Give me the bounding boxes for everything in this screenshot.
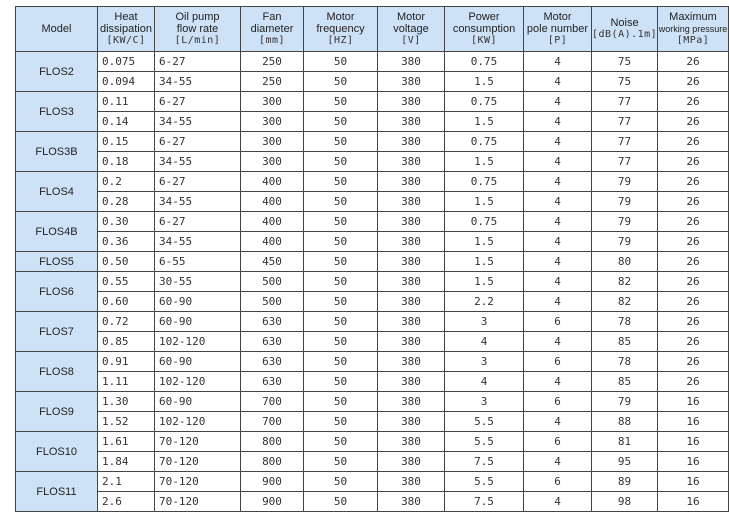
table-row bbox=[16, 472, 729, 492]
table-cell: 6-27 bbox=[155, 92, 241, 112]
table-cell: 98 bbox=[592, 492, 658, 512]
table-cell: 0.75 bbox=[445, 212, 524, 232]
table-cell: 2.6 bbox=[98, 492, 155, 512]
model-cell: FLOS5 bbox=[16, 252, 98, 272]
table-cell: 75 bbox=[592, 72, 658, 92]
table-row bbox=[16, 352, 729, 372]
table-cell: 0.50 bbox=[98, 252, 155, 272]
table-row bbox=[16, 312, 729, 332]
table-cell: 102-120 bbox=[155, 332, 241, 352]
table-cell: 78 bbox=[592, 352, 658, 372]
table-cell: 50 bbox=[304, 392, 378, 412]
table-cell: 34-55 bbox=[155, 192, 241, 212]
table-cell: 4 bbox=[524, 92, 592, 112]
table-cell: 26 bbox=[658, 212, 729, 232]
table-cell: 900 bbox=[241, 472, 304, 492]
table-cell: 70-120 bbox=[155, 472, 241, 492]
table-cell: 77 bbox=[592, 92, 658, 112]
table-cell: 5.5 bbox=[445, 472, 524, 492]
table-cell: 102-120 bbox=[155, 412, 241, 432]
table-cell: 60-90 bbox=[155, 312, 241, 332]
table-cell: 0.75 bbox=[445, 172, 524, 192]
table-cell: 0.60 bbox=[98, 292, 155, 312]
table-cell: 0.094 bbox=[98, 72, 155, 92]
table-cell: 26 bbox=[658, 352, 729, 372]
table-cell: 400 bbox=[241, 232, 304, 252]
table-row bbox=[16, 372, 729, 392]
table-row bbox=[16, 292, 729, 312]
table-cell: 82 bbox=[592, 272, 658, 292]
model-cell: FLOS2 bbox=[16, 52, 98, 92]
table-cell: 26 bbox=[658, 132, 729, 152]
table-cell: 50 bbox=[304, 472, 378, 492]
table-cell: 800 bbox=[241, 452, 304, 472]
table-cell: 6-27 bbox=[155, 172, 241, 192]
table-cell: 630 bbox=[241, 352, 304, 372]
table-row bbox=[16, 72, 729, 92]
table-cell: 50 bbox=[304, 312, 378, 332]
table-cell: 89 bbox=[592, 472, 658, 492]
table-body bbox=[16, 52, 729, 512]
table-cell: 1.5 bbox=[445, 252, 524, 272]
table-cell: 85 bbox=[592, 372, 658, 392]
table-cell: 77 bbox=[592, 112, 658, 132]
table-cell: 4 bbox=[524, 292, 592, 312]
table-cell: 60-90 bbox=[155, 352, 241, 372]
table-cell: 50 bbox=[304, 232, 378, 252]
table-cell: 50 bbox=[304, 252, 378, 272]
table-cell: 60-90 bbox=[155, 292, 241, 312]
header-noise: Noise [dB(A).1m] bbox=[592, 7, 658, 52]
table-cell: 6 bbox=[524, 352, 592, 372]
table-cell: 380 bbox=[378, 392, 445, 412]
table-cell: 380 bbox=[378, 372, 445, 392]
table-cell: 26 bbox=[658, 152, 729, 172]
table-cell: 77 bbox=[592, 132, 658, 152]
table-cell: 380 bbox=[378, 472, 445, 492]
spec-table bbox=[15, 6, 729, 512]
table-cell: 4 bbox=[524, 132, 592, 152]
table-cell: 0.11 bbox=[98, 92, 155, 112]
table-cell: 26 bbox=[658, 112, 729, 132]
table-cell: 6-27 bbox=[155, 132, 241, 152]
header-motor-frequency: Motor frequency [HZ] bbox=[304, 7, 378, 52]
table-cell: 50 bbox=[304, 172, 378, 192]
table-cell: 79 bbox=[592, 172, 658, 192]
table-cell: 50 bbox=[304, 292, 378, 312]
table-cell: 26 bbox=[658, 192, 729, 212]
model-cell: FLOS4 bbox=[16, 172, 98, 212]
table-cell: 34-55 bbox=[155, 112, 241, 132]
table-cell: 1.5 bbox=[445, 112, 524, 132]
table-cell: 800 bbox=[241, 432, 304, 452]
table-cell: 26 bbox=[658, 332, 729, 352]
table-cell: 26 bbox=[658, 292, 729, 312]
table-row bbox=[16, 232, 729, 252]
table-cell: 6 bbox=[524, 472, 592, 492]
header-fan-diameter: Fan diameter [mm] bbox=[241, 7, 304, 52]
table-cell: 50 bbox=[304, 152, 378, 172]
table-cell: 50 bbox=[304, 452, 378, 472]
table-cell: 26 bbox=[658, 312, 729, 332]
table-cell: 75 bbox=[592, 52, 658, 72]
table-cell: 80 bbox=[592, 252, 658, 272]
table-cell: 6 bbox=[524, 432, 592, 452]
table-cell: 1.5 bbox=[445, 232, 524, 252]
table-cell: 0.55 bbox=[98, 272, 155, 292]
table-cell: 1.61 bbox=[98, 432, 155, 452]
table-cell: 26 bbox=[658, 252, 729, 272]
table-cell: 50 bbox=[304, 212, 378, 232]
model-cell: FLOS9 bbox=[16, 392, 98, 432]
header-heat-dissipation: Heat dissipation [KW/C] bbox=[98, 7, 155, 52]
table-cell: 1.5 bbox=[445, 72, 524, 92]
table-cell: 50 bbox=[304, 372, 378, 392]
table-cell: 0.72 bbox=[98, 312, 155, 332]
table-cell: 1.5 bbox=[445, 152, 524, 172]
table-cell: 16 bbox=[658, 452, 729, 472]
table-cell: 16 bbox=[658, 492, 729, 512]
table-row bbox=[16, 272, 729, 292]
table-cell: 4 bbox=[524, 372, 592, 392]
table-cell: 0.85 bbox=[98, 332, 155, 352]
table-cell: 50 bbox=[304, 132, 378, 152]
table-cell: 7.5 bbox=[445, 492, 524, 512]
model-cell: FLOS3 bbox=[16, 92, 98, 132]
table-cell: 95 bbox=[592, 452, 658, 472]
table-cell: 380 bbox=[378, 112, 445, 132]
table-cell: 16 bbox=[658, 412, 729, 432]
table-cell: 50 bbox=[304, 272, 378, 292]
table-cell: 1.5 bbox=[445, 272, 524, 292]
table-cell: 1.52 bbox=[98, 412, 155, 432]
table-cell: 4 bbox=[524, 232, 592, 252]
table-cell: 50 bbox=[304, 412, 378, 432]
table-cell: 102-120 bbox=[155, 372, 241, 392]
table-cell: 300 bbox=[241, 92, 304, 112]
header-row bbox=[16, 7, 729, 52]
table-row bbox=[16, 432, 729, 452]
table-cell: 500 bbox=[241, 292, 304, 312]
table-cell: 3 bbox=[445, 352, 524, 372]
table-cell: 0.75 bbox=[445, 52, 524, 72]
table-cell: 2.2 bbox=[445, 292, 524, 312]
table-cell: 4 bbox=[524, 112, 592, 132]
table-cell: 50 bbox=[304, 352, 378, 372]
table-cell: 0.2 bbox=[98, 172, 155, 192]
table-cell: 0.075 bbox=[98, 52, 155, 72]
model-cell: FLOS8 bbox=[16, 352, 98, 392]
table-cell: 4 bbox=[524, 152, 592, 172]
header-max-pressure: Maximum working pressure [MPa] bbox=[658, 7, 729, 52]
table-cell: 4 bbox=[524, 492, 592, 512]
table-cell: 79 bbox=[592, 392, 658, 412]
table-row bbox=[16, 192, 729, 212]
model-cell: FLOS11 bbox=[16, 472, 98, 512]
table-cell: 16 bbox=[658, 392, 729, 412]
table-cell: 4 bbox=[524, 272, 592, 292]
table-cell: 50 bbox=[304, 192, 378, 212]
table-cell: 7.5 bbox=[445, 452, 524, 472]
table-cell: 380 bbox=[378, 72, 445, 92]
table-cell: 380 bbox=[378, 352, 445, 372]
model-cell: FLOS4B bbox=[16, 212, 98, 252]
header-power-consumption: Power consumption [KW] bbox=[445, 7, 524, 52]
table-row bbox=[16, 132, 729, 152]
table-cell: 4 bbox=[524, 172, 592, 192]
table-cell: 450 bbox=[241, 252, 304, 272]
table-cell: 700 bbox=[241, 392, 304, 412]
table-cell: 70-120 bbox=[155, 492, 241, 512]
table-cell: 77 bbox=[592, 152, 658, 172]
table-cell: 0.18 bbox=[98, 152, 155, 172]
table-cell: 1.5 bbox=[445, 192, 524, 212]
table-cell: 380 bbox=[378, 52, 445, 72]
table-cell: 300 bbox=[241, 132, 304, 152]
table-cell: 0.36 bbox=[98, 232, 155, 252]
table-cell: 630 bbox=[241, 372, 304, 392]
table-cell: 500 bbox=[241, 272, 304, 292]
table-cell: 900 bbox=[241, 492, 304, 512]
table-cell: 34-55 bbox=[155, 232, 241, 252]
table-cell: 34-55 bbox=[155, 152, 241, 172]
table-cell: 26 bbox=[658, 92, 729, 112]
table-cell: 380 bbox=[378, 432, 445, 452]
table-cell: 26 bbox=[658, 172, 729, 192]
table-row bbox=[16, 412, 729, 432]
table-cell: 1.30 bbox=[98, 392, 155, 412]
table-cell: 0.91 bbox=[98, 352, 155, 372]
table-cell: 380 bbox=[378, 212, 445, 232]
table-cell: 16 bbox=[658, 472, 729, 492]
table-cell: 34-55 bbox=[155, 72, 241, 92]
table-cell: 380 bbox=[378, 332, 445, 352]
table-cell: 0.30 bbox=[98, 212, 155, 232]
table-cell: 630 bbox=[241, 312, 304, 332]
table-cell: 4 bbox=[445, 372, 524, 392]
table-cell: 380 bbox=[378, 152, 445, 172]
table-cell: 4 bbox=[524, 72, 592, 92]
table-cell: 400 bbox=[241, 172, 304, 192]
table-cell: 0.14 bbox=[98, 112, 155, 132]
header-model: Model bbox=[16, 7, 98, 52]
table-cell: 4 bbox=[524, 332, 592, 352]
table-cell: 81 bbox=[592, 432, 658, 452]
table-cell: 50 bbox=[304, 492, 378, 512]
header-motor-voltage: Motor voltage [V] bbox=[378, 7, 445, 52]
table-cell: 26 bbox=[658, 272, 729, 292]
table-cell: 380 bbox=[378, 132, 445, 152]
table-cell: 380 bbox=[378, 192, 445, 212]
table-row bbox=[16, 112, 729, 132]
table-cell: 6 bbox=[524, 392, 592, 412]
table-cell: 78 bbox=[592, 312, 658, 332]
table-cell: 50 bbox=[304, 52, 378, 72]
table-cell: 300 bbox=[241, 112, 304, 132]
table-cell: 4 bbox=[524, 252, 592, 272]
table-cell: 79 bbox=[592, 192, 658, 212]
model-cell: FLOS10 bbox=[16, 432, 98, 472]
table-cell: 4 bbox=[524, 412, 592, 432]
table-row bbox=[16, 152, 729, 172]
table-row bbox=[16, 452, 729, 472]
header-pole-number: Motor pole number [P] bbox=[524, 7, 592, 52]
table-cell: 26 bbox=[658, 372, 729, 392]
table-cell: 79 bbox=[592, 232, 658, 252]
table-cell: 5.5 bbox=[445, 432, 524, 452]
table-cell: 4 bbox=[524, 212, 592, 232]
table-cell: 0.75 bbox=[445, 132, 524, 152]
table-cell: 3 bbox=[445, 312, 524, 332]
table-cell: 50 bbox=[304, 432, 378, 452]
table-cell: 400 bbox=[241, 212, 304, 232]
table-cell: 50 bbox=[304, 92, 378, 112]
table-cell: 4 bbox=[524, 192, 592, 212]
header-flow-rate: Oil pump flow rate [L/min] bbox=[155, 7, 241, 52]
table-cell: 26 bbox=[658, 72, 729, 92]
table-cell: 0.28 bbox=[98, 192, 155, 212]
table-cell: 88 bbox=[592, 412, 658, 432]
table-cell: 3 bbox=[445, 392, 524, 412]
table-cell: 380 bbox=[378, 232, 445, 252]
table-cell: 0.75 bbox=[445, 92, 524, 112]
table-cell: 380 bbox=[378, 252, 445, 272]
table-cell: 50 bbox=[304, 332, 378, 352]
table-cell: 4 bbox=[524, 52, 592, 72]
table-cell: 50 bbox=[304, 72, 378, 92]
table-cell: 70-120 bbox=[155, 452, 241, 472]
table-cell: 1.11 bbox=[98, 372, 155, 392]
table-cell: 380 bbox=[378, 272, 445, 292]
table-cell: 30-55 bbox=[155, 272, 241, 292]
table-cell: 60-90 bbox=[155, 392, 241, 412]
table-cell: 380 bbox=[378, 172, 445, 192]
table-cell: 0.15 bbox=[98, 132, 155, 152]
table-row bbox=[16, 392, 729, 412]
table-cell: 82 bbox=[592, 292, 658, 312]
table-cell: 400 bbox=[241, 192, 304, 212]
table-row bbox=[16, 212, 729, 232]
table-row bbox=[16, 172, 729, 192]
table-cell: 380 bbox=[378, 492, 445, 512]
table-cell: 6-55 bbox=[155, 252, 241, 272]
table-cell: 250 bbox=[241, 52, 304, 72]
model-cell: FLOS7 bbox=[16, 312, 98, 352]
table-cell: 26 bbox=[658, 232, 729, 252]
table-row bbox=[16, 52, 729, 72]
table-cell: 85 bbox=[592, 332, 658, 352]
model-cell: FLOS6 bbox=[16, 272, 98, 312]
table-cell: 380 bbox=[378, 412, 445, 432]
table-cell: 2.1 bbox=[98, 472, 155, 492]
table-row bbox=[16, 92, 729, 112]
table-cell: 70-120 bbox=[155, 432, 241, 452]
model-cell: FLOS3B bbox=[16, 132, 98, 172]
table-cell: 250 bbox=[241, 72, 304, 92]
table-cell: 79 bbox=[592, 212, 658, 232]
table-cell: 380 bbox=[378, 452, 445, 472]
table-cell: 300 bbox=[241, 152, 304, 172]
table-cell: 700 bbox=[241, 412, 304, 432]
table-cell: 1.84 bbox=[98, 452, 155, 472]
table-cell: 380 bbox=[378, 312, 445, 332]
table-row bbox=[16, 332, 729, 352]
table-cell: 6 bbox=[524, 312, 592, 332]
table-cell: 6-27 bbox=[155, 212, 241, 232]
table-cell: 6-27 bbox=[155, 52, 241, 72]
table-cell: 380 bbox=[378, 292, 445, 312]
table-cell: 16 bbox=[658, 432, 729, 452]
table-cell: 4 bbox=[524, 452, 592, 472]
table-cell: 630 bbox=[241, 332, 304, 352]
table-row bbox=[16, 252, 729, 272]
table-cell: 5.5 bbox=[445, 412, 524, 432]
table-cell: 26 bbox=[658, 52, 729, 72]
table-row bbox=[16, 492, 729, 512]
table-cell: 50 bbox=[304, 112, 378, 132]
table-cell: 4 bbox=[445, 332, 524, 352]
table-cell: 380 bbox=[378, 92, 445, 112]
